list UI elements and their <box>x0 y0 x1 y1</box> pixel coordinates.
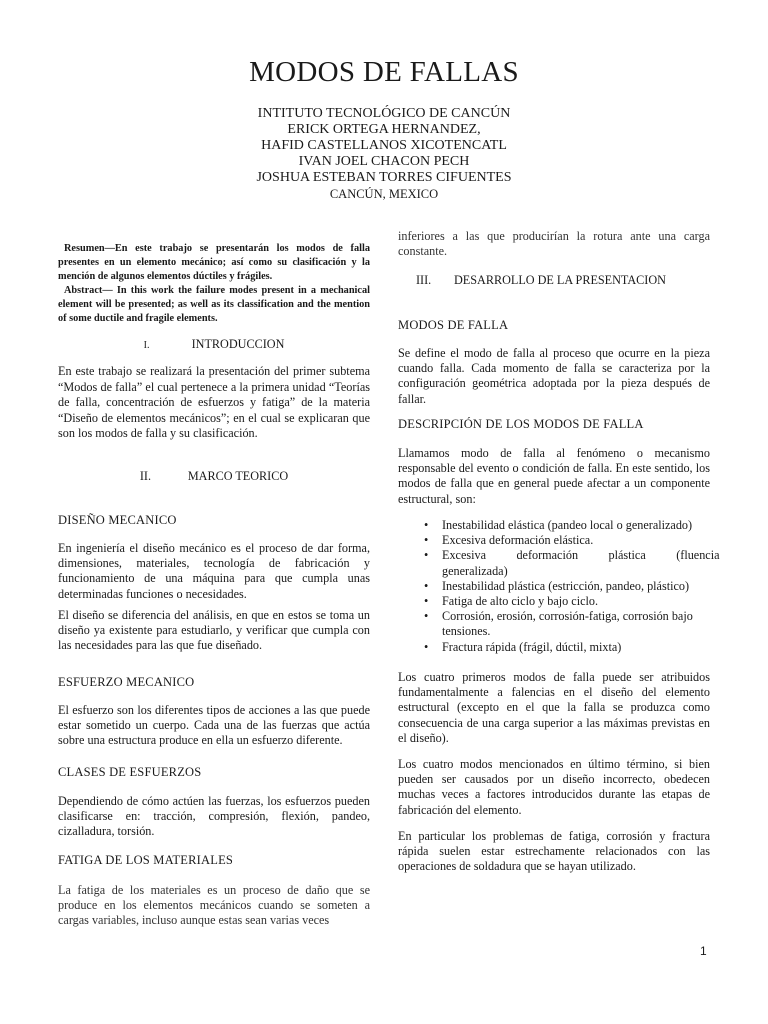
document-title: MODOS DE FALLAS <box>249 56 519 88</box>
subheading-descripcion: DESCRIPCIÓN DE LOS MODOS DE FALLA <box>398 417 644 431</box>
subheading-fatiga: FATIGA DE LOS MATERIALES <box>58 853 234 867</box>
section-heading-desarrollo <box>398 273 710 288</box>
resumen-text: Resumen—En este trabajo se presentarán los modos de falla presentes en un elemento mecánico; así como su clasificación y la mención de algunos elementos dúctiles y frágiles. <box>58 243 370 282</box>
paragraph: Llamamos modo de falla al fenómeno o mecanismo responsable del evento o condición de falla. En este sentido, los modos de falla que en general puede afectar a un componente estructural, son: <box>398 446 710 506</box>
author-block <box>0 106 768 202</box>
list-item: • Inestabilidad elástica (pandeo local o generalizado) <box>398 518 710 533</box>
section-title: DESARROLLO DE LA PRESENTACION <box>454 273 666 287</box>
failure-modes-list <box>398 518 720 655</box>
section-title: INTRODUCCION <box>191 337 285 351</box>
paragraph: Los cuatro modos mencionados en último término, si bien pueden ser causados por un diseño incorrecto, obedecen muchas veces a factores introducidos durante las etapas de fabricación del elemento. <box>398 757 710 817</box>
institution: INTITUTO TECNOLÓGICO DE CANCÚN <box>257 106 511 121</box>
descripcion-block <box>398 446 710 507</box>
section-heading-intro <box>58 337 370 352</box>
list-item: • Corrosión, erosión, corrosión-fatiga, corrosión bajo <box>398 609 710 624</box>
subheading-modos: MODOS DE FALLA <box>398 318 509 332</box>
modos-block <box>398 346 710 407</box>
section-number: III. <box>416 273 432 287</box>
section-number: I. <box>143 340 150 351</box>
paragraph: En ingeniería el diseño mecánico es el proceso de dar forma, dimensiones, materiales, tecnología de fabricación y funcionamiento de una máquina para que cumpla unas determinadas funciones o necesidades. <box>58 541 370 601</box>
location: CANCÚN, MEXICO <box>329 187 439 201</box>
section-number: II. <box>139 469 151 483</box>
clases-block <box>58 794 370 840</box>
paragraph: Los cuatro primeros modos de falla puede ser atribuidos fundamentalmente a falencias en el diseño del elemento estructural (excepto en el que la falla se produzca como consecuencia de una carga superior a las máximas previstas en el diseño). <box>398 670 710 745</box>
closing-paragraphs <box>398 670 710 874</box>
list-item: • Excesiva deformación elástica. <box>398 533 710 548</box>
abstract <box>58 242 370 326</box>
list-item: • Inestabilidad plástica (estricción, pandeo, plástico) <box>398 579 710 594</box>
subheading-esfuerzo: ESFUERZO MECANICO <box>58 675 195 689</box>
list-item: • Fatiga de alto ciclo y bajo ciclo. <box>398 594 710 609</box>
intro-paragraph <box>58 364 370 442</box>
list-item: • Fractura rápida (frágil, dúctil, mixta) <box>398 640 710 655</box>
list-item-continuation: generalizada) <box>442 563 508 578</box>
diseno-block <box>58 541 370 653</box>
paragraph: Se define el modo de falla al proceso que ocurre en la pieza cuando falla. Cada momento de falla se caracteriza por la configuración geométrica adoptada por la pieza después de fallar. <box>398 346 710 406</box>
author-name: JOSHUA ESTEBAN TORRES CIFUENTES <box>256 170 512 185</box>
author-name: ERICK ORTEGA HERNANDEZ, <box>287 122 481 137</box>
paragraph: El esfuerzo son los diferentes tipos de acciones a las que puede estar sometido un cuerpo. Cada una de las fuerzas que actúa sobre una estructura produce en ella un esfuerzo diferente. <box>58 703 370 748</box>
page-number: 1 <box>700 944 707 958</box>
paragraph: El diseño se diferencia del análisis, en que en estos se toma un diseño ya existente para estudiarlo, y verificar que cumpla con las necesidades para las que fue diseñado. <box>58 607 370 653</box>
fatiga-block <box>58 883 370 929</box>
list-item: • Excesiva deformación plástica (fluencia <box>398 548 710 563</box>
section-heading-marco <box>58 469 370 484</box>
esfuerzo-block <box>58 703 370 749</box>
subheading-diseno: DISEÑO MECANICO <box>58 513 177 527</box>
section-title: MARCO TEORICO <box>187 469 289 483</box>
author-name: IVAN JOEL CHACON PECH <box>298 154 470 169</box>
paragraph: En particular los problemas de fatiga, corrosión y fractura rápida suelen estar estrechamente relacionados con las operaciones de soldadura que se hayan utilizado. <box>398 828 710 874</box>
author-name: HAFID CASTELLANOS XICOTENCATL <box>261 138 507 153</box>
paragraph: La fatiga de los materiales es un proceso de daño que se produce en los elementos mecánicos cuando se someten a cargas variables, incluso aunque estas sean varias veces <box>58 883 370 928</box>
paragraph: Dependiendo de cómo actúen las fuerzas, los esfuerzos pueden clasificarse en: tracción, compresión, flexión, pandeo, cizalladura, torsión. <box>58 794 370 839</box>
list-item-continuation: tensiones. <box>442 624 491 639</box>
paragraph: inferiores a las que producirían la rotura ante una carga constante. <box>398 229 710 259</box>
continued-paragraph <box>398 229 710 259</box>
abstract-text: Abstract— In this work the failure modes present in a mechanical element will be presented; as well as its classification and the mention of some ductile and fragile elements. <box>58 285 370 324</box>
intro-text: En este trabajo se realizará la presentación del primer subtema “Modos de falla” el cual pertenece a la primera unidad “Teorías de falla, concentración de esfuerzos y fatiga” de la materia “Diseño de elementos mecánicos”; en el cual se explicaran que son los modos de falla y su clasificación. <box>58 364 370 441</box>
subheading-clases: CLASES DE ESFUERZOS <box>58 765 202 779</box>
